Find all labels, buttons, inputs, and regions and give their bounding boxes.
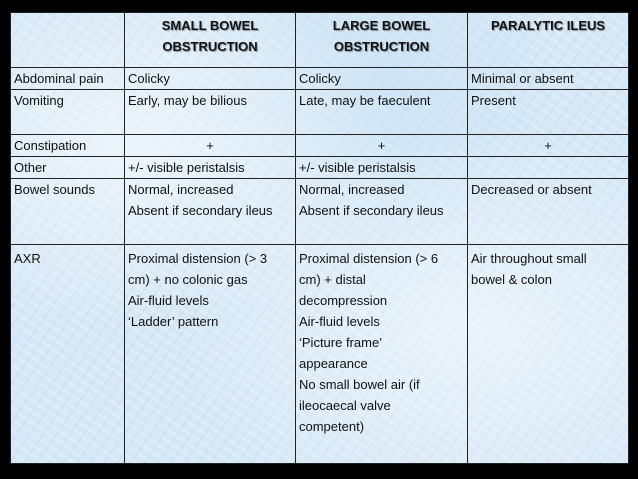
ileus-cell	[468, 157, 629, 179]
lbo-cell: +/- visible peristalsis	[296, 157, 468, 179]
lbo-cell: Colicky	[296, 68, 468, 90]
row-label: Other	[11, 157, 125, 179]
header-paralytic-ileus	[468, 13, 629, 68]
row-label: Constipation	[11, 135, 125, 157]
sbo-cell: +	[125, 135, 296, 157]
cell-line: Absent if secondary ileus	[299, 203, 444, 218]
cell-line: decompression	[299, 293, 388, 308]
cell-line: Air throughout small	[471, 251, 587, 266]
lbo-cell	[296, 179, 468, 245]
cell-line: appearance	[299, 356, 368, 371]
table-row	[11, 157, 629, 179]
lbo-cell: Late, may be faeculent	[296, 90, 468, 135]
header-row	[11, 13, 629, 68]
lbo-cell	[296, 245, 468, 464]
cell-line: Absent if secondary ileus	[128, 203, 273, 218]
cell-line: Proximal distension (> 3	[128, 251, 268, 266]
cell-line: ‘Picture frame’	[299, 335, 383, 350]
cell-line: competent)	[299, 419, 365, 434]
header-text: SMALL BOWEL	[161, 18, 259, 33]
cell-line: Normal, increased	[128, 182, 234, 197]
ileus-cell: Minimal or absent	[468, 68, 629, 90]
slide-background	[10, 12, 628, 464]
ileus-cell	[468, 245, 629, 464]
ileus-cell: Decreased or absent	[468, 179, 629, 245]
table-row	[11, 135, 629, 157]
header-large-bowel	[296, 13, 468, 68]
cell-line: Air-fluid levels	[128, 293, 209, 308]
lbo-cell: +	[296, 135, 468, 157]
row-label: Abdominal pain	[11, 68, 125, 90]
sbo-cell: Colicky	[125, 68, 296, 90]
header-small-bowel	[125, 13, 296, 68]
cell-line: cm) + distal	[299, 272, 366, 287]
header-empty-cell	[11, 13, 125, 68]
sbo-cell	[125, 245, 296, 464]
bowel-obstruction-table	[10, 12, 629, 464]
table-row	[11, 68, 629, 90]
header-text: LARGE BOWEL	[332, 18, 431, 33]
row-label: AXR	[11, 245, 125, 464]
row-label: Bowel sounds	[11, 179, 125, 245]
sbo-cell	[125, 179, 296, 245]
cell-line: ‘Ladder’ pattern	[128, 314, 219, 329]
table-row	[11, 90, 629, 135]
row-label: Vomiting	[11, 90, 125, 135]
cell-line: bowel & colon	[471, 272, 552, 287]
header-text: PARALYTIC ILEUS	[490, 18, 606, 33]
table-row	[11, 245, 629, 464]
cell-line: Normal, increased	[299, 182, 405, 197]
sbo-cell: +/- visible peristalsis	[125, 157, 296, 179]
cell-line: Air-fluid levels	[299, 314, 380, 329]
header-text: OBSTRUCTION	[333, 39, 430, 54]
cell-line: No small bowel air (if	[299, 377, 420, 392]
cell-line: Proximal distension (> 6	[299, 251, 439, 266]
header-text: OBSTRUCTION	[162, 39, 258, 54]
cell-line: cm) + no colonic gas	[128, 272, 248, 287]
sbo-cell: Early, may be bilious	[125, 90, 296, 135]
cell-line: ileocaecal valve	[299, 398, 391, 413]
table-row	[11, 179, 629, 245]
ileus-cell: Present	[468, 90, 629, 135]
ileus-cell: +	[468, 135, 629, 157]
